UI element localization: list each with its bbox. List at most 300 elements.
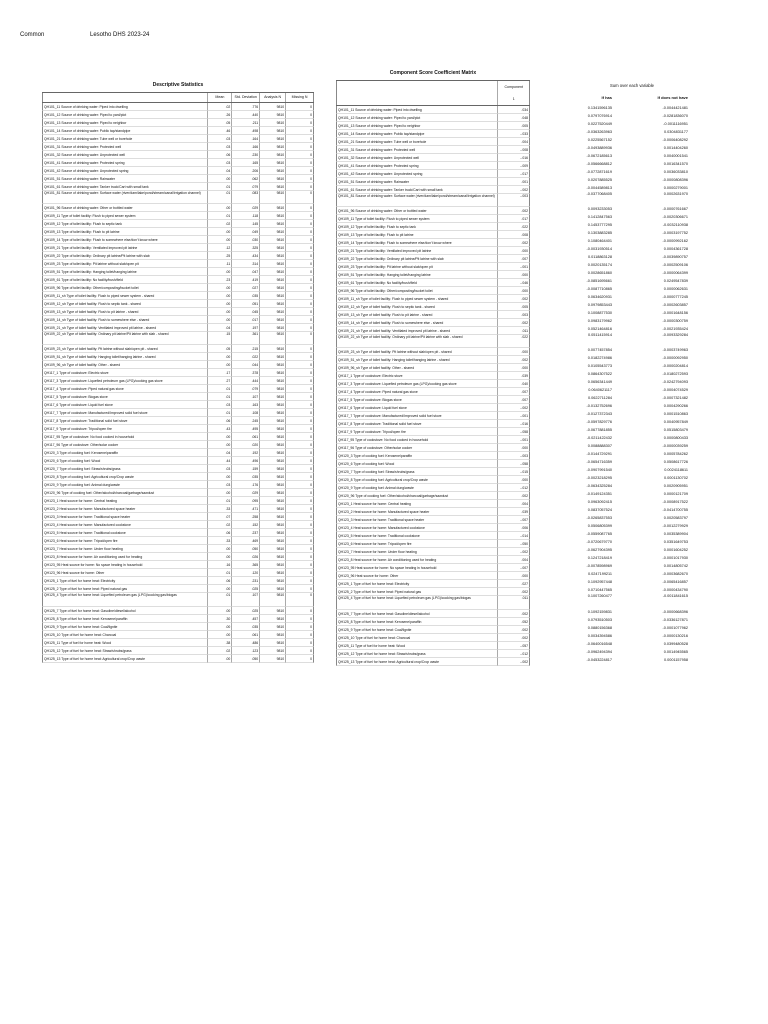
component-cell: .004 xyxy=(497,500,530,508)
table-row xyxy=(42,276,314,284)
component-cell: .027 xyxy=(497,580,530,588)
std-cell: .107 xyxy=(231,593,259,606)
table-row xyxy=(336,556,530,564)
variable-label: QH101_13 Source of drinking water: Piped to neighbor xyxy=(336,122,497,130)
if-has-cell: 0.0837057524 xyxy=(587,508,612,513)
if-not-cell: 0.0004290266 xyxy=(663,404,688,409)
table-row xyxy=(532,213,732,221)
mean-cell: .05 xyxy=(207,345,231,353)
if-not-cell: 0.0036033810 xyxy=(663,170,688,174)
mean-cell: .01 xyxy=(207,393,231,401)
table-row xyxy=(336,223,530,231)
table-row xyxy=(42,513,314,521)
table-row xyxy=(336,476,530,484)
variable-label: QH117_9 Type of cookstove: Tripod/open fire xyxy=(42,425,207,433)
std-cell: .165 xyxy=(231,159,259,167)
missing-n-cell: 0 xyxy=(285,361,314,369)
variable-label: QH101_61 Source of drinking water: Tanker truck/Cart with small tank xyxy=(42,183,207,191)
std-cell: .314 xyxy=(231,260,259,268)
component-body xyxy=(336,106,530,666)
mean-cell: .07 xyxy=(207,513,231,521)
table-row xyxy=(336,460,530,468)
analysis-n-cell: 9810 xyxy=(259,561,285,569)
descriptive-body xyxy=(42,103,314,663)
variable-label: QH120_8 Type of cooking fuel: Agricultural crop/Crop waste xyxy=(336,476,497,484)
if-has-cell: -0.0566668812 xyxy=(586,162,612,166)
mean-cell: .06 xyxy=(207,577,231,585)
component-cell: .003 xyxy=(497,311,530,319)
missing-n-cell: 0 xyxy=(285,585,314,593)
mean-cell: .04 xyxy=(207,167,231,175)
component-cell: -.002 xyxy=(497,548,530,556)
variable-label: QH117_6 Type of cookstove: Liquid fuel stove xyxy=(42,401,207,409)
component-column-subheader xyxy=(336,93,530,106)
component-cell: -.003 xyxy=(497,194,530,207)
variable-label: QH109_11_sh Type of toilet facility: Flush to piped sewer system - shared xyxy=(336,295,497,303)
variable-label: QH120_7 Type of cooking fuel: Straw/shrubs/grass xyxy=(42,465,207,473)
if-not-cell: 0.0014805742 xyxy=(663,564,688,569)
if-not-cell: 0.0040957849 xyxy=(663,420,688,425)
table-row xyxy=(42,143,314,151)
mean-cell: .00 xyxy=(207,607,231,615)
if-not-cell: -0.0001648156 xyxy=(662,311,688,316)
table-row xyxy=(42,212,314,220)
missing-n-cell: 0 xyxy=(285,607,314,615)
component-cell: .017 xyxy=(497,215,530,223)
analysis-n-cell: 9810 xyxy=(259,417,285,425)
if-not-cell: -0.0242794093 xyxy=(662,380,688,385)
analysis-n-cell: 9810 xyxy=(259,385,285,393)
variable-label: QH109_96_sh Type of toilet facility: Other - shared xyxy=(336,364,497,372)
component-cell: .001 xyxy=(497,178,530,186)
std-cell: .020 xyxy=(231,441,259,449)
table-row xyxy=(42,553,314,561)
analysis-n-cell: 9810 xyxy=(259,585,285,593)
analysis-n-cell: 9810 xyxy=(259,204,285,212)
if-not-cell: -0.0020306671 xyxy=(662,215,688,220)
if-has-cell: -0.0087710865 xyxy=(586,287,612,292)
std-cell: .079 xyxy=(231,183,259,191)
descriptive-column-header xyxy=(42,92,314,103)
component-cell: -.016 xyxy=(497,420,530,428)
table-row xyxy=(42,175,314,183)
table-row xyxy=(42,167,314,175)
variable-label: QH101_14 Source of drinking water: Public tap/standpipe xyxy=(336,130,497,138)
variable-label: QH125_10 Type of fuel for home heat: Charcoal xyxy=(42,631,207,639)
if-not-cell: -0.0000092950 xyxy=(662,356,688,361)
table-row xyxy=(532,656,732,664)
component-table xyxy=(336,68,530,666)
variable-label: QH109_21 Type of toilet facility: Ventilated improved pit latrine xyxy=(42,244,207,252)
table-row xyxy=(42,505,314,513)
missing-n-cell: 0 xyxy=(285,191,314,204)
mean-cell: .00 xyxy=(207,631,231,639)
variable-label: QH109_13 Type of toilet facility: Flush to pit latrine xyxy=(336,231,497,239)
if-not-cell: 0.0000121709 xyxy=(663,492,688,497)
std-cell: .192 xyxy=(231,449,259,457)
table-row xyxy=(42,353,314,361)
variable-label: QH101_42 Source of drinking water: Unprotected spring xyxy=(336,170,497,178)
component-cell: .007 xyxy=(497,255,530,263)
table-row xyxy=(336,468,530,476)
table-row xyxy=(532,474,732,482)
mean-cell: .00 xyxy=(207,292,231,300)
variable-label: QH117_4 Type of cookstove: Piped natural gas stove xyxy=(336,388,497,396)
variable-label: QH120_6 Type of cooking fuel: Wood xyxy=(42,457,207,465)
component-cell: .000 xyxy=(497,572,530,580)
if-has-cell: 0.1453777295 xyxy=(587,223,612,228)
col-component-number: 1 xyxy=(497,93,530,105)
table-row xyxy=(42,244,314,252)
table-row xyxy=(532,466,732,474)
table-row xyxy=(532,506,732,514)
variable-label: QH101_81 Source of drinking water: Surface water (river/dam/lake/pond/stream/canal/irrigation channel) xyxy=(336,194,497,207)
table-row xyxy=(42,292,314,300)
if-not-cell: -0.0039890757 xyxy=(662,255,688,260)
missing-n-cell: 0 xyxy=(285,647,314,655)
if-has-cell: 0.0634620931 xyxy=(587,295,612,300)
table-row xyxy=(336,154,530,162)
missing-n-cell: 0 xyxy=(285,220,314,228)
col-if-has: If has xyxy=(601,95,612,100)
std-cell: .051 xyxy=(231,300,259,308)
if-has-cell: -0.0453224817 xyxy=(586,657,612,662)
table-row xyxy=(336,532,530,540)
missing-n-cell: 0 xyxy=(285,204,314,212)
analysis-n-cell: 9810 xyxy=(259,284,285,292)
if-not-cell: -0.0003197752 xyxy=(662,231,688,236)
if-has-cell: -0.0559087765 xyxy=(586,532,612,537)
std-cell: .120 xyxy=(231,569,259,577)
component-cell: .002 xyxy=(497,626,530,634)
mean-cell: .00 xyxy=(207,204,231,212)
mean-cell: .00 xyxy=(207,228,231,236)
if-has-cell: 0.0077457854 xyxy=(587,348,612,353)
std-cell: .152 xyxy=(231,521,259,529)
variable-label: QH123_1 Heat source for home: Central heating xyxy=(336,500,497,508)
if-not-cell: -0.0007321482 xyxy=(662,396,688,401)
missing-n-cell: 0 xyxy=(285,127,314,135)
analysis-n-cell: 9810 xyxy=(259,577,285,585)
table-row xyxy=(532,229,732,237)
variable-label: QH120_8 Type of cooking fuel: Agricultural crop/Crop waste xyxy=(42,473,207,481)
variable-label: QH109_23 Type of toilet facility: Pit latrine without slab/open pit xyxy=(336,263,497,271)
variable-label: QH120_3 Type of cooking fuel: Kerosene/paraffin xyxy=(336,452,497,460)
table-row xyxy=(532,317,732,325)
analysis-n-cell: 9810 xyxy=(259,393,285,401)
variable-label: QH101_21 Source of drinking water: Tube well or borehole xyxy=(336,138,497,146)
analysis-n-cell: 9810 xyxy=(259,465,285,473)
component-cell: -.050 xyxy=(497,540,530,548)
missing-n-cell: 0 xyxy=(285,236,314,244)
if-has-cell: 0.1080464401 xyxy=(587,239,612,244)
table-row xyxy=(532,546,732,554)
table-row xyxy=(532,309,732,317)
analysis-n-cell: 9810 xyxy=(259,593,285,606)
missing-n-cell: 0 xyxy=(285,143,314,151)
variable-label: QH101_12 Source of drinking water: Piped to yard/plot xyxy=(42,111,207,119)
variable-label: QH109_13_sh Type of toilet facility: Flush to pit latrine - shared xyxy=(42,308,207,316)
table-row xyxy=(42,316,314,324)
analysis-n-cell: 9810 xyxy=(259,324,285,332)
if-not-cell: -0.0000300759 xyxy=(662,319,688,324)
std-cell: .237 xyxy=(231,529,259,537)
table-row xyxy=(336,436,530,444)
component-cell: .052 xyxy=(497,618,530,626)
variable-label: QH123_3 Heat source for home: Traditional space heater xyxy=(42,513,207,521)
variable-label: QH125_9 Type of fuel for home heat: Coal/lignite xyxy=(42,623,207,631)
std-cell: .163 xyxy=(231,401,259,409)
missing-n-cell: 0 xyxy=(285,409,314,417)
analysis-n-cell: 9810 xyxy=(259,473,285,481)
if-not-cell: 0.0000800433 xyxy=(663,436,688,441)
component-cell: .000 xyxy=(497,287,530,295)
if-has-cell: 0.0034394586 xyxy=(587,633,612,638)
table-row xyxy=(532,253,732,261)
missing-n-cell: 0 xyxy=(285,228,314,236)
std-cell: .035 xyxy=(231,292,259,300)
analysis-n-cell: 9810 xyxy=(259,220,285,228)
analysis-n-cell: 9810 xyxy=(259,135,285,143)
if-has-cell: 0.0710447565 xyxy=(587,588,612,593)
mean-cell: .16 xyxy=(207,561,231,569)
missing-n-cell: 0 xyxy=(285,377,314,385)
if-has-cell: 0.0093233053 xyxy=(587,207,612,212)
analysis-n-cell: 9810 xyxy=(259,449,285,457)
missing-n-cell: 0 xyxy=(285,332,314,345)
table-row xyxy=(42,268,314,276)
missing-n-cell: 0 xyxy=(285,569,314,577)
table-row xyxy=(336,263,530,271)
component-cell: -.058 xyxy=(497,460,530,468)
if-has-cell: 0.0656341449 xyxy=(587,380,612,385)
col-std: Std. Deviation xyxy=(231,93,259,102)
std-cell: .083 xyxy=(231,191,259,204)
missing-n-cell: 0 xyxy=(285,615,314,623)
variable-label: QH117_95 Type of cookstove: No food cooked in household xyxy=(42,433,207,441)
analysis-n-cell: 9810 xyxy=(259,228,285,236)
std-cell: .457 xyxy=(231,615,259,623)
component-cell: .002 xyxy=(497,588,530,596)
if-has-cell: -0.0363263963 xyxy=(586,130,612,134)
component-cell: -.017 xyxy=(497,170,530,178)
mean-cell: .00 xyxy=(207,585,231,593)
std-cell: .176 xyxy=(231,481,259,489)
analysis-n-cell: 9810 xyxy=(259,236,285,244)
variable-label: QH117_7 Type of cookstove: Manufactured/Improved solid fuel stove xyxy=(42,409,207,417)
component-cell: .000 xyxy=(497,348,530,356)
if-has-cell: -0.0211422432 xyxy=(586,436,612,441)
if-not-cell: 0.0035389904 xyxy=(663,532,688,537)
missing-n-cell: 0 xyxy=(285,623,314,631)
variable-label: QH117_96 Type of cookstove: Other/solar cooker xyxy=(336,444,497,452)
table-row xyxy=(532,237,732,245)
analysis-n-cell: 9810 xyxy=(259,639,285,647)
table-row xyxy=(532,450,732,458)
table-row xyxy=(336,380,530,388)
analysis-n-cell: 9810 xyxy=(259,276,285,284)
variable-label: QH101_81 Source of drinking water: Surface water (river/dam/lake/pond/stream/canal/irrigation channel) xyxy=(42,191,207,204)
table-row xyxy=(532,136,732,144)
missing-n-cell: 0 xyxy=(285,292,314,300)
variable-label: QH125_4 Type of fuel for home heat: Liquefied petroleum gas (LPG)/cooking gas/biogas xyxy=(42,593,207,606)
std-cell: .027 xyxy=(231,284,259,292)
table-row xyxy=(532,112,732,120)
table-row xyxy=(336,634,530,642)
std-cell: .159 xyxy=(231,465,259,473)
missing-n-cell: 0 xyxy=(285,103,314,111)
component-cell: -.009 xyxy=(497,162,530,170)
missing-n-cell: 0 xyxy=(285,175,314,183)
variable-label: QH109_11 Type of toilet facility: Flush to piped sewer system xyxy=(336,215,497,223)
analysis-n-cell: 9810 xyxy=(259,183,285,191)
variable-label: QH109_22_sh Type of toilet facility: Ordinary pit latrine/Pit latrine with slab - shared xyxy=(336,335,497,348)
table-row xyxy=(336,194,530,207)
variable-label: QH117_6 Type of cookstove: Liquid fuel stove xyxy=(336,404,497,412)
analysis-n-cell: 9810 xyxy=(259,260,285,268)
component-cell: -.046 xyxy=(497,279,530,287)
std-cell: .025 xyxy=(231,607,259,615)
table-row xyxy=(532,410,732,418)
sum-column-header xyxy=(532,92,732,104)
col-missing-n: Missing N xyxy=(285,93,314,102)
std-cell: .230 xyxy=(231,151,259,159)
table-row xyxy=(42,631,314,639)
analysis-n-cell: 9810 xyxy=(259,631,285,639)
component-cell: .040 xyxy=(497,380,530,388)
variable-label: QH117_5 Type of cookstove: Biogas stove xyxy=(42,393,207,401)
variable-label: QH109_51_sh Type of toilet facility: Hanging toilet/hanging latrine - shared xyxy=(42,353,207,361)
variable-label: QH109_22 Type of toilet facility: Ordinary pit latrine/Pit latrine with slab xyxy=(42,252,207,260)
if-has-cell: -0.0493889936 xyxy=(586,146,612,150)
component-cell: .000 xyxy=(497,444,530,452)
variable-label: QH123_5 Heat source for home: Traditional cookstove xyxy=(42,529,207,537)
mean-cell: .05 xyxy=(207,119,231,127)
header-center: Lesotho DHS 2023-24 xyxy=(90,32,150,38)
if-has-cell: -0.0627904395 xyxy=(586,548,612,553)
table-row xyxy=(42,324,314,332)
variable-label: QH109_96_sh Type of toilet facility: Other - shared xyxy=(42,361,207,369)
variable-label: QH109_14_sh Type of toilet facility: Flush to somewhere else - shared xyxy=(42,316,207,324)
table-row xyxy=(42,151,314,159)
table-row xyxy=(532,426,732,434)
if-not-cell: 0.0001130702 xyxy=(663,476,688,481)
mean-cell: .00 xyxy=(207,553,231,561)
table-row xyxy=(42,228,314,236)
if-not-cell: 0.0000062631 xyxy=(663,287,688,292)
analysis-n-cell: 9810 xyxy=(259,119,285,127)
table-row xyxy=(42,191,314,204)
component-cell: .002 xyxy=(497,492,530,500)
mean-cell: .44 xyxy=(207,457,231,465)
analysis-n-cell: 9810 xyxy=(259,345,285,353)
variable-label: QH101_96 Source of drinking water: Other or bottled water xyxy=(42,204,207,212)
if-not-cell: 0.0001157958 xyxy=(663,657,688,662)
component-cell: .000 xyxy=(497,271,530,279)
mean-cell: .00 xyxy=(207,361,231,369)
mean-cell: .25 xyxy=(207,252,231,260)
if-not-cell: -0.0000434790 xyxy=(662,588,688,593)
table-row xyxy=(336,572,530,580)
if-not-cell: 0.0040001541 xyxy=(663,154,688,158)
variable-label: QH109_11 Type of toilet facility: Flush to piped sewer system xyxy=(42,212,207,220)
mean-cell: .26 xyxy=(207,111,231,119)
component-cell: .004 xyxy=(497,556,530,564)
table-row xyxy=(532,261,732,269)
table-row xyxy=(42,385,314,393)
std-cell: .035 xyxy=(231,473,259,481)
table-row xyxy=(336,580,530,588)
analysis-n-cell: 9810 xyxy=(259,252,285,260)
mean-cell: .01 xyxy=(207,183,231,191)
table-row xyxy=(532,498,732,506)
table-row xyxy=(336,303,530,311)
table-row xyxy=(532,221,732,229)
table-row xyxy=(532,184,732,192)
mean-cell: .12 xyxy=(207,244,231,252)
std-cell: .035 xyxy=(231,623,259,631)
table-row xyxy=(532,245,732,253)
col-component: Component xyxy=(497,81,530,93)
table-row xyxy=(42,417,314,425)
table-row xyxy=(532,128,732,136)
if-not-cell: 0.0014945565 xyxy=(663,649,688,654)
component-cell: .011 xyxy=(497,596,530,609)
variable-label: QH101_12 Source of drinking water: Piped to yard/plot xyxy=(336,114,497,122)
table-row xyxy=(336,540,530,548)
mean-cell: .00 xyxy=(207,473,231,481)
component-cell: .000 xyxy=(497,476,530,484)
if-not-cell: -0.0336127871 xyxy=(662,617,688,622)
table-row xyxy=(336,335,530,348)
analysis-n-cell: 9810 xyxy=(259,553,285,561)
analysis-n-cell: 9810 xyxy=(259,425,285,433)
variable-label: QH101_21 Source of drinking water: Tube well or borehole xyxy=(42,135,207,143)
table-row xyxy=(532,490,732,498)
variable-label: QH123_3 Heat source for home: Traditional space heater xyxy=(336,516,497,524)
if-has-cell: 0.0105543773 xyxy=(587,364,612,369)
table-row xyxy=(42,497,314,505)
table-row xyxy=(336,287,530,295)
missing-n-cell: 0 xyxy=(285,212,314,220)
missing-n-cell: 0 xyxy=(285,316,314,324)
table-row xyxy=(42,425,314,433)
mean-cell: .00 xyxy=(207,623,231,631)
variable-label: QH109_12_sh Type of toilet facility: Flush to septic tank - shared xyxy=(42,300,207,308)
variable-label: QH101_61 Source of drinking water: Tanker truck/Cart with small tank xyxy=(336,186,497,194)
variable-label: QH123_1 Heat source for home: Central heating xyxy=(42,497,207,505)
missing-n-cell: 0 xyxy=(285,473,314,481)
table-row xyxy=(532,269,732,277)
component-cell: -.001 xyxy=(497,412,530,420)
variable-label: QH117_3 Type of cookstove: Liquefied petroleum gas (LPG)/cooking gas stove xyxy=(336,380,497,388)
missing-n-cell: 0 xyxy=(285,561,314,569)
component-cell: .008 xyxy=(497,231,530,239)
variable-label: QH101_13 Source of drinking water: Piped to neighbor xyxy=(42,119,207,127)
if-not-cell: 0.0004361728 xyxy=(663,247,688,252)
variable-label: QH101_32 Source of drinking water: Unprotected well xyxy=(336,154,497,162)
missing-n-cell: 0 xyxy=(285,545,314,553)
component-cell: .005 xyxy=(497,303,530,311)
table-row xyxy=(336,396,530,404)
if-not-cell: 0.0024118611 xyxy=(664,468,688,473)
if-has-cell: 0.0088888307 xyxy=(587,444,612,449)
table-row xyxy=(42,204,314,212)
variable-label: QH120_9 Type of cooking fuel: Animal dung/waste xyxy=(42,481,207,489)
std-cell: .495 xyxy=(231,425,259,433)
if-not-cell: 0.0351649753 xyxy=(663,540,688,545)
variable-label: QH123_95 Heat source for home: No space heating in household xyxy=(42,561,207,569)
